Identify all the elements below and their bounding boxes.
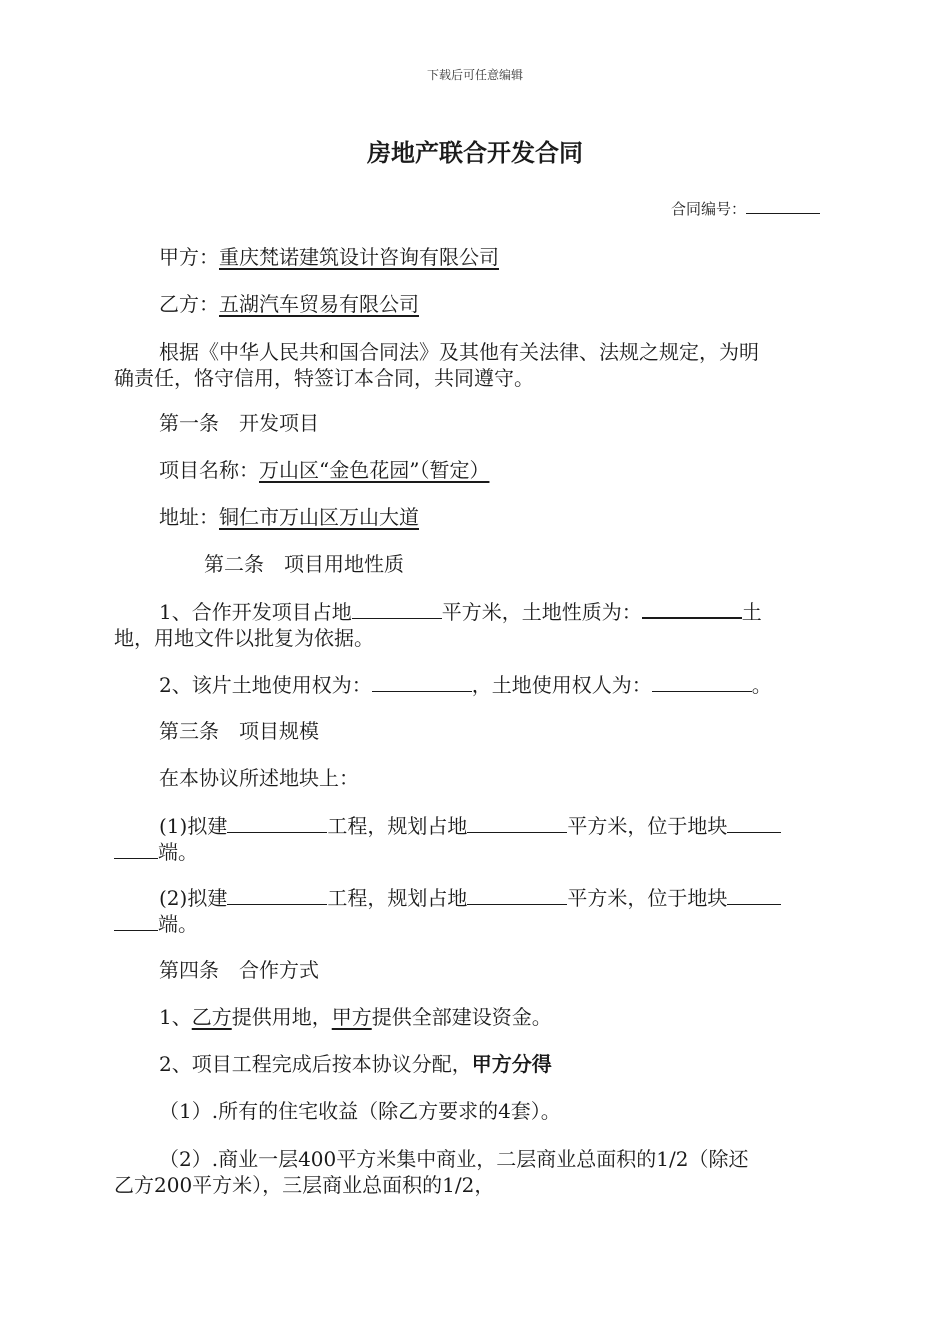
article-3-intro: 在本协议所述地块上： xyxy=(159,766,359,790)
item2-project-blank[interactable] xyxy=(227,886,327,905)
item2-location-blank[interactable] xyxy=(727,886,781,905)
article-2-clause-1-line-2: 地，用地文件以批复为依据。 xyxy=(114,626,374,650)
art2-p2-text-a: 2、该片土地使用权为： xyxy=(159,673,372,697)
article-4-sub-2-line-2: 乙方200平方米），三层商业总面积的1/2， xyxy=(114,1173,495,1197)
header-note: 下载后可任意编辑 xyxy=(426,68,523,82)
party-a-name: 重庆梵诺建筑设计咨询有限公司 xyxy=(219,245,499,269)
party-a-label: 甲方： xyxy=(159,245,219,269)
address-value: 铜仁市万山区万山大道 xyxy=(219,505,419,529)
art4-p2-bold: 甲方分得 xyxy=(471,1052,552,1076)
article-2-title: 第二条 项目用地性质 xyxy=(204,552,404,576)
project-name-value: 万山区“金色花园”（暂定） xyxy=(259,458,490,482)
art2-p2-text-b: ，土地使用权人为： xyxy=(471,673,652,697)
article-4-clause-1 xyxy=(159,1004,877,1030)
party-b-name: 五湖汽车贸易有限公司 xyxy=(219,292,419,316)
art2-p1-text-c: 土 xyxy=(741,600,762,624)
land-area-blank[interactable] xyxy=(352,600,442,619)
art2-p2-text-c: 。 xyxy=(751,673,772,697)
article-2-clause-1 xyxy=(159,599,877,625)
art3-item2-text-b: 工程，规划占地 xyxy=(327,886,468,910)
preamble-line-2: 确责任，恪守信用，特签订本合同，共同遵守。 xyxy=(114,366,534,390)
party-a xyxy=(159,244,877,270)
item1-project-blank[interactable] xyxy=(227,814,327,833)
art4-p1-text-c: 提供用地， xyxy=(231,1005,332,1029)
article-2-clause-2 xyxy=(159,672,877,698)
article-4-sub-1: （1）.所有的住宅收益（除乙方要求的4套）。 xyxy=(159,1099,561,1123)
article-1-title: 第一条 开发项目 xyxy=(159,411,319,435)
art3-item2-text-c: 平方米，位于地块 xyxy=(567,886,728,910)
party-b xyxy=(159,291,877,317)
land-nature-blank[interactable] xyxy=(642,599,742,619)
article-3-item-2 xyxy=(159,885,877,911)
item2-area-blank[interactable] xyxy=(467,886,567,905)
party-b-label: 乙方： xyxy=(159,292,219,316)
art3-item1-end: 端。 xyxy=(158,840,198,864)
contract-number xyxy=(671,198,820,219)
land-user-blank[interactable] xyxy=(652,673,752,692)
item1-area-blank[interactable] xyxy=(467,814,567,833)
art3-item1-text-c: 平方米，位于地块 xyxy=(567,814,728,838)
article-4-sub-2-line-1: （2）.商业一层400平方米集中商业，二层商业总面积的1/2（除还 xyxy=(159,1147,749,1171)
art4-p2-text-a: 2、项目工程完成后按本协议分配， xyxy=(159,1052,472,1076)
art3-item1-text-b: 工程，规划占地 xyxy=(327,814,468,838)
article-4-title: 第四条 合作方式 xyxy=(159,958,319,982)
article-3-title: 第三条 项目规模 xyxy=(159,719,319,743)
land-use-right-blank[interactable] xyxy=(372,673,472,692)
item1-location-blank[interactable] xyxy=(727,814,781,833)
address xyxy=(159,504,877,530)
art4-p1-party-a: 甲方 xyxy=(331,1005,372,1029)
art3-item2-text-a: (2)拟建 xyxy=(159,886,228,910)
item1-location-blank-cont[interactable] xyxy=(114,840,158,859)
article-3-item-1-line-2 xyxy=(114,839,832,865)
art3-item2-end: 端。 xyxy=(158,912,198,936)
art4-p1-text-e: 提供全部建设资金。 xyxy=(371,1005,552,1029)
document-title: 房地产联合开发合同 xyxy=(367,139,583,167)
project-name-label: 项目名称： xyxy=(159,458,259,482)
art4-p1-text-a: 1、 xyxy=(159,1005,192,1029)
art2-p1-text-a: 1、合作开发项目占地 xyxy=(159,600,352,624)
article-3-item-2-line-2 xyxy=(114,911,832,937)
art4-p1-party-b: 乙方 xyxy=(191,1005,232,1029)
contract-number-blank[interactable] xyxy=(746,201,820,214)
article-4-clause-2 xyxy=(159,1051,877,1077)
art2-p1-text-b: 平方米，土地性质为： xyxy=(441,600,642,624)
item2-location-blank-cont[interactable] xyxy=(114,912,158,931)
art3-item1-text-a: (1)拟建 xyxy=(159,814,228,838)
contract-number-label: 合同编号： xyxy=(670,200,746,218)
project-name xyxy=(159,457,877,483)
article-3-item-1 xyxy=(159,813,877,839)
address-label: 地址： xyxy=(159,505,219,529)
preamble-line-1: 根据《中华人民共和国合同法》及其他有关法律、法规之规定，为明 xyxy=(159,340,759,364)
